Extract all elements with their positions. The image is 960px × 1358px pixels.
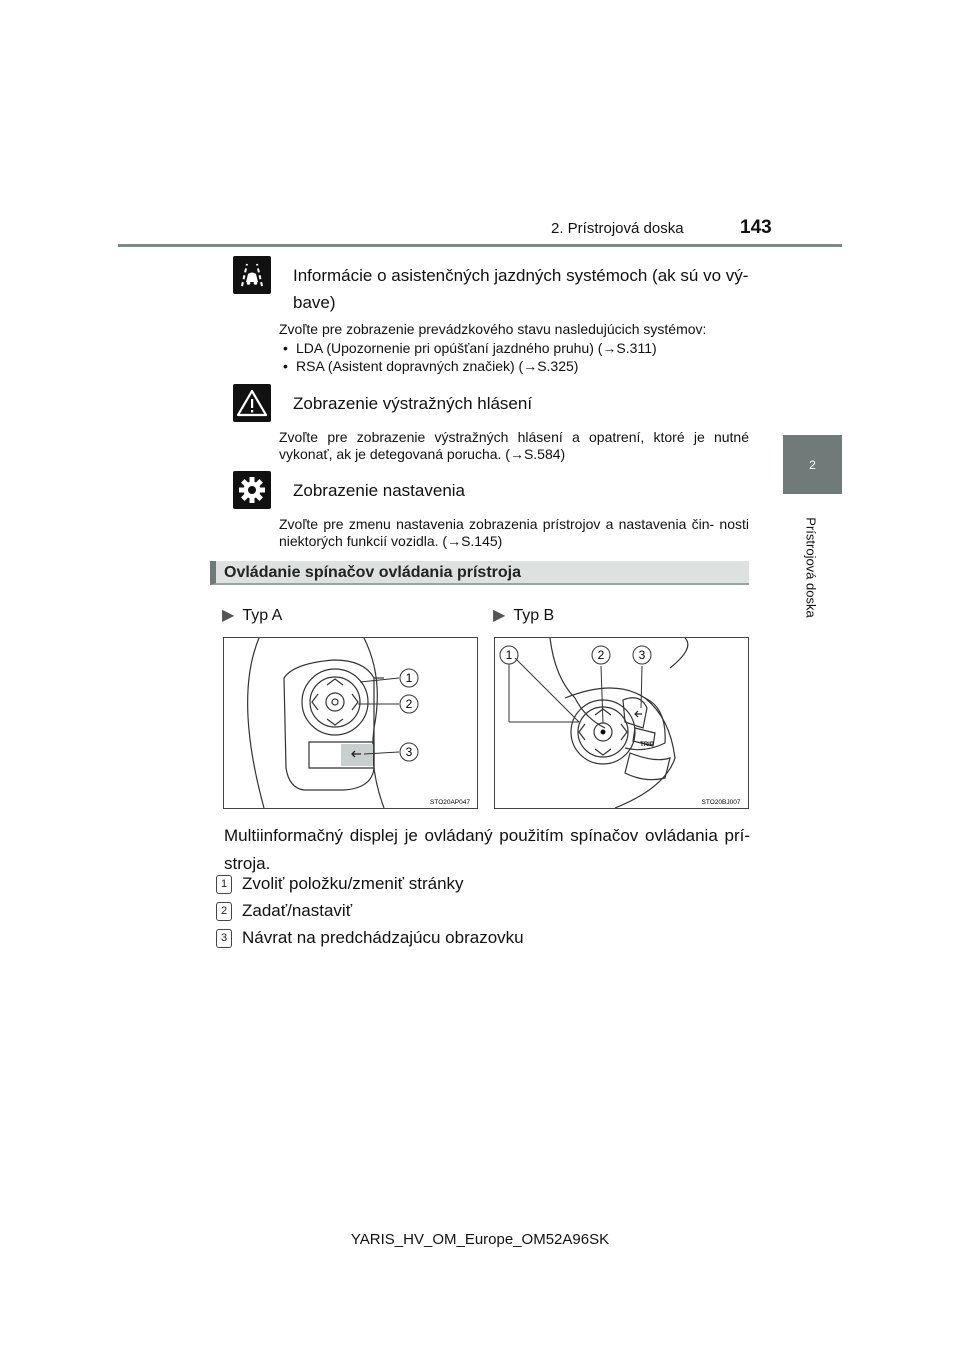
- bullet-list: [283, 339, 749, 375]
- page-number: 143: [740, 217, 772, 238]
- warning-triangle-icon: [233, 384, 271, 422]
- figure-label-b: ▶ Typ B: [493, 607, 555, 624]
- figure-code: STO20BJ007: [701, 799, 741, 806]
- list-item: 3 Návrat na predchádzajúcu obrazovku: [216, 928, 524, 948]
- figure-type-a: [223, 637, 478, 809]
- item-title-warnings: Zobrazenie výstražných hlásení: [293, 394, 533, 413]
- callout-3: 3: [405, 745, 413, 759]
- header-divider: [118, 244, 842, 247]
- item-title-driving-assist: Informácie o asistenčných jazdných systémoch (ak sú vo vý- bave): [293, 266, 749, 312]
- triangle-right-icon: ▶: [493, 607, 506, 624]
- callout-2: 2: [597, 648, 605, 662]
- figure-type-b: [494, 637, 749, 809]
- gear-icon: [233, 471, 271, 509]
- callout-3: 3: [638, 648, 646, 662]
- item-description-warnings: Zvoľte pre zobrazenie výstražných hlásení a opatrení, ktoré je nutné vykonať, ak je detegovaná porucha. (→S.584): [279, 429, 749, 462]
- triangle-right-icon: ▶: [222, 607, 235, 624]
- item-title-settings: Zobrazenie nastavenia: [293, 481, 466, 500]
- number-badge: 1: [216, 875, 232, 894]
- trip-button-label: TRIP: [640, 742, 654, 748]
- list-item: 2 Zadať/nastaviť: [216, 901, 352, 921]
- callout-1: 1: [405, 671, 413, 685]
- chapter-tab: [783, 435, 842, 494]
- steering-switch-a-illustration: [224, 638, 477, 808]
- item-description-driving-assist: Zvoľte pre zobrazenie prevádzkového stavu nasledujúcich systémov:: [279, 321, 707, 337]
- header-section-title: 2. Prístrojová doska: [551, 220, 684, 237]
- document-footer: YARIS_HV_OM_Europe_OM52A96SK: [350, 1231, 610, 1248]
- section-heading: Ovládanie spínačov ovládania prístroja: [224, 564, 521, 581]
- figure-code: STO20AP047: [430, 799, 470, 806]
- steering-switch-b-illustration: [495, 638, 748, 808]
- driving-assist-icon: [233, 256, 271, 294]
- body-paragraph: Multiinformačný displej je ovládaný použitím spínačov ovládania prí- stroja.: [224, 826, 750, 873]
- figure-label-a: ▶ Typ A: [222, 607, 283, 624]
- list-item: • LDA (Upozornenie pri opúšťaní jazdného pruhu) (→S.311): [283, 339, 749, 357]
- callout-1: 1: [505, 648, 513, 662]
- item-description-settings: Zvoľte pre zmenu nastavenia zobrazenia prístrojov a nastavenia čin- nosti niektorých funkcií vozidla. (→S.145): [279, 516, 749, 549]
- chapter-label: Prístrojová doska: [803, 517, 819, 618]
- number-badge: 3: [216, 929, 232, 948]
- callout-2: 2: [405, 697, 413, 711]
- chapter-number: 2: [809, 457, 816, 472]
- list-item: • RSA (Asistent dopravných značiek) (→S.325): [283, 357, 749, 375]
- list-item: 1 Zvoliť položku/zmeniť stránky: [216, 874, 464, 894]
- number-badge: 2: [216, 902, 232, 921]
